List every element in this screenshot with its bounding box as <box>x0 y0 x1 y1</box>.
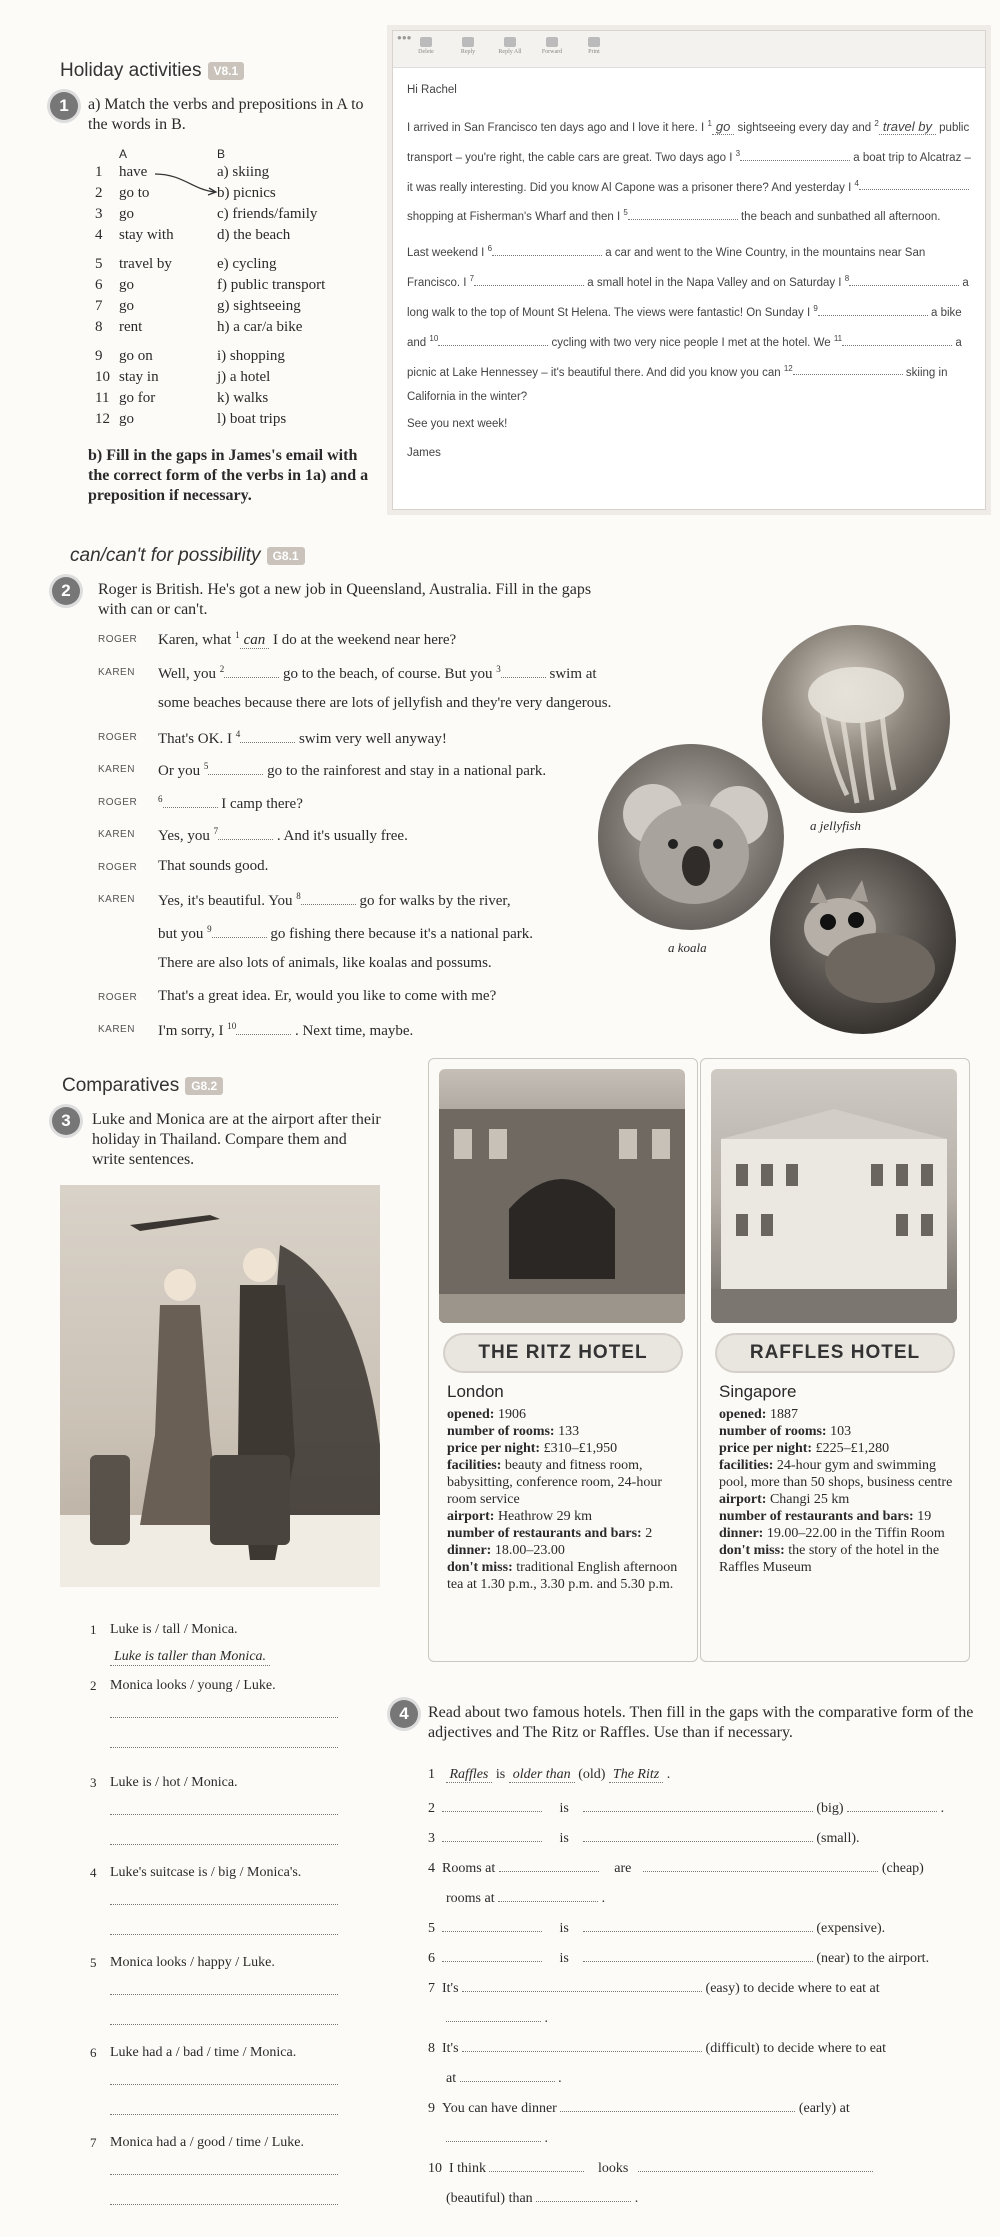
ex4-gap-4b[interactable] <box>643 1857 878 1872</box>
dialogue-text: go to the rainforest and stay in a national park. <box>263 763 547 779</box>
email-answer[interactable]: travel by <box>879 119 936 135</box>
exercise-number-3: 3 <box>52 1107 80 1135</box>
hotel-fact: don't miss: the story of the hotel in the Raffles Museum <box>719 1543 940 1575</box>
email-signature: James <box>407 447 441 460</box>
hotel-fact: number of restaurants and bars: 19 <box>719 1509 932 1524</box>
ex4-row-9b: . <box>446 2127 548 2147</box>
hotel-city: Singapore <box>719 1382 797 1401</box>
gap-number: 3 <box>496 663 501 674</box>
dialogue-text: I camp there? <box>217 795 303 812</box>
speaker-label: ROGER <box>98 731 138 743</box>
email-text: a car and went to the Wine Country, in the mountains near San Francisco. I <box>407 247 926 289</box>
ex4-row-6: 6 is (near) to the airport. <box>428 1947 929 1967</box>
gap-number: 5 <box>203 761 209 771</box>
ex4-gap-3b[interactable] <box>583 1827 813 1842</box>
instruction-1a: a) Match the verbs and prepositions in A to the words in B. <box>88 96 364 133</box>
gap-number: 6 <box>487 244 493 254</box>
dialogue-text: go fishing there because it's a national park. <box>266 925 534 942</box>
dialogue-text: I'm sorry, I <box>158 1023 228 1039</box>
tag-g81: G8.1 <box>267 547 305 565</box>
dialogue-text: Or you <box>158 763 204 779</box>
email-answer[interactable]: go <box>712 119 734 135</box>
ex4-answer-1a[interactable]: Raffles <box>446 1767 493 1783</box>
reply-button[interactable]: Reply <box>447 37 489 55</box>
gap-number: 1 <box>235 630 240 640</box>
dialogue-text: swim at <box>545 665 597 682</box>
ex4-row-8b: at . <box>446 2067 562 2087</box>
gap-number: 4 <box>854 178 859 188</box>
dialogue-text: Yes, you <box>158 828 214 844</box>
dialogue-text: . And it's usually free. <box>273 828 408 844</box>
speaker-label: KAREN <box>98 1024 135 1035</box>
ex3-prompt: Luke is / tall / Monica. <box>110 1622 238 1637</box>
section-title-can: can/can't for possibility G8.1 <box>70 545 305 567</box>
section-title-comparatives: Comparatives G8.2 <box>62 1075 223 1097</box>
ex3-number: 6 <box>90 2045 97 2060</box>
ex4-gap-10c[interactable] <box>536 2187 631 2202</box>
window-controls[interactable]: ●●● <box>397 33 412 42</box>
ex4-gap-4a[interactable] <box>499 1857 599 1872</box>
ex4-row-10b: (beautiful) than . <box>446 2187 638 2207</box>
hotel-fact: number of rooms: 133 <box>447 1424 580 1439</box>
reply-all-button[interactable]: Reply All <box>489 37 531 55</box>
print-button[interactable]: Print <box>573 37 615 55</box>
ex3-prompt: Luke had a / bad / time / Monica. <box>110 2045 297 2060</box>
ex3-number: 3 <box>90 1775 97 1790</box>
delete-button[interactable]: Delete <box>405 37 447 55</box>
ex4-row-3: 3 is (small). <box>428 1827 860 1847</box>
email-text: cycling with two very nice people I met at the hotel. We <box>548 336 834 349</box>
ex4-row-7b: . <box>446 2007 548 2027</box>
ex4-gap-9a[interactable] <box>560 2097 795 2112</box>
speaker-label: ROGER <box>98 634 138 645</box>
hotel-fact: facilities: beauty and fitness room, babysitting, conference room, 24-hour room service <box>447 1458 662 1507</box>
email-text: Last weekend I <box>407 247 488 260</box>
ex4-row-8: 8 It's (difficult) to decide where to eat <box>428 2037 886 2057</box>
koala-caption: a koala <box>668 940 707 955</box>
ex3-number: 4 <box>90 1865 97 1880</box>
ex4-gap-2b[interactable] <box>583 1797 813 1812</box>
email-text: a small hotel in the Napa Valley and on Saturday I <box>584 276 845 289</box>
ex4-gap-7b[interactable] <box>446 2007 541 2022</box>
ex4-gap-2c[interactable] <box>847 1797 937 1812</box>
gap-number: 10 <box>429 333 439 343</box>
ex3-prompt: Monica looks / happy / Luke. <box>110 1955 275 1970</box>
speaker-label: KAREN <box>98 829 135 840</box>
ex4-gap-4c[interactable] <box>498 1887 598 1902</box>
ex4-gap-10b[interactable] <box>638 2157 873 2172</box>
ex4-row-2: 2 is (big) . <box>428 1797 944 1817</box>
email-text: a boat trip to Alcatraz – it was really interesting. Did you know Al Capone was a prisoner there? And yesterday I <box>407 151 971 194</box>
ex4-gap-5a[interactable] <box>442 1917 542 1932</box>
instruction-4: Read about two famous hotels. Then fill in the gaps with the comparative form of the adjectives and The Ritz or Raffles. Use than if necessary. <box>428 1704 974 1741</box>
raffles-name: RAFFLES HOTEL <box>717 1335 953 1371</box>
ex4-row-4: 4 Rooms at are (cheap) <box>428 1857 924 1877</box>
ex4-row-9: 9 You can have dinner (early) at <box>428 2097 850 2117</box>
ex4-answer-1c[interactable]: The Ritz <box>609 1767 663 1783</box>
jellyfish-caption: a jellyfish <box>810 818 861 833</box>
email-text: public transport – you're right, the cable cars are great. Two days ago I <box>407 121 970 164</box>
ex4-row-5: 5 is (expensive). <box>428 1917 885 1937</box>
ex4-gap-5b[interactable] <box>583 1917 813 1932</box>
ex3-number: 5 <box>90 1955 97 1970</box>
ex4-gap-3a[interactable] <box>442 1827 542 1842</box>
email-text: shopping at Fisherman's Wharf and then I <box>407 211 624 224</box>
dialogue-text: but you <box>158 925 208 942</box>
email-text: the beach and sunbathed all afternoon. <box>737 211 941 224</box>
dialogue-text: some beaches because there are lots of jellyfish and they're very dangerous. <box>158 695 612 711</box>
hotel-fact: dinner: 19.00–22.00 in the Tiffin Room <box>719 1526 945 1541</box>
dialogue-text: . Next time, maybe. <box>291 1023 414 1039</box>
exercise-number-1: 1 <box>50 92 78 120</box>
hotel-fact: price per night: £225–£1,280 <box>719 1441 890 1456</box>
ex3-number: 2 <box>90 1678 97 1693</box>
gap-number: 3 <box>735 148 741 158</box>
gap-number: 10 <box>227 1021 237 1031</box>
gap-number: 2 <box>219 663 225 674</box>
hotel-fact: opened: 1906 <box>447 1407 526 1422</box>
email-text: sightseeing every day and <box>734 121 875 134</box>
col-b-header: B <box>217 147 226 161</box>
gap-number: 8 <box>296 891 301 901</box>
hotel-fact: number of rooms: 103 <box>719 1424 852 1439</box>
speaker-label: ROGER <box>98 991 138 1003</box>
email-text: a bike and <box>407 306 962 349</box>
dialogue-text: That sounds good. <box>158 857 269 874</box>
ex4-gap-2a[interactable] <box>442 1797 542 1812</box>
hotel-fact: don't miss: traditional English afternoon tea at 1.30 p.m., 3.30 p.m. and 5.30 p.m. <box>447 1560 678 1592</box>
email-text: skiing in California in the winter? <box>407 366 948 404</box>
gap-number: 12 <box>783 363 793 373</box>
hotel-fact: number of restaurants and bars: 2 <box>447 1526 653 1541</box>
speaker-label: ROGER <box>98 796 138 808</box>
gap-number: 6 <box>158 793 163 804</box>
gap-number: 4 <box>235 728 241 739</box>
dialogue-text: Yes, it's beautiful. You <box>158 893 297 909</box>
tag-g82: G8.2 <box>185 1077 223 1095</box>
hotel-fact: opened: 1887 <box>719 1407 798 1422</box>
ritz-name: THE RITZ HOTEL <box>445 1335 681 1371</box>
speaker-label: KAREN <box>98 666 135 678</box>
ex3-number: 1 <box>90 1622 97 1637</box>
ex4-answer-1b[interactable]: older than <box>509 1767 575 1783</box>
ex4-gap-8a[interactable] <box>462 2037 702 2052</box>
gap-number: 11 <box>833 333 843 343</box>
dialogue-text: I do at the weekend near here? <box>269 632 457 648</box>
ex4-row-10: 10 I think looks <box>428 2157 873 2177</box>
email-greeting: Hi Rachel <box>407 84 457 96</box>
instruction-2: Roger is British. He's got a new job in Queensland, Australia. Fill in the gaps with can or can't. <box>98 581 592 618</box>
ex4-gap-10a[interactable] <box>489 2157 584 2172</box>
gap-number: 8 <box>844 274 850 284</box>
gap-number: 9 <box>813 303 818 313</box>
tag-v81: V8.1 <box>208 62 245 80</box>
dialogue-text: Well, you <box>158 665 220 682</box>
dialogue-text: That's a great idea. Er, would you like to come with me? <box>158 987 497 1004</box>
dialogue-text: swim very well anyway! <box>295 730 447 747</box>
gap-number: 1 <box>707 119 712 128</box>
ex4-gap-6a[interactable] <box>442 1947 542 1962</box>
dialogue-text: go to the beach, of course. But you <box>279 665 497 682</box>
ex3-prompt: Monica looks / young / Luke. <box>110 1678 276 1693</box>
dialogue-answer[interactable]: can <box>240 632 270 649</box>
gap-number: 2 <box>874 119 879 128</box>
instruction-3: Luke and Monica are at the airport after their holiday in Thailand. Compare them and write sentences. <box>92 1111 381 1168</box>
ex3-answer[interactable]: Luke is taller than Monica. <box>110 1649 270 1666</box>
hotel-fact: airport: Heathrow 29 km <box>447 1509 593 1524</box>
speaker-label: KAREN <box>98 894 135 905</box>
ex3-number: 7 <box>90 2135 97 2150</box>
col-a-header: A <box>119 147 128 161</box>
dialogue-text: Karen, what <box>158 632 236 648</box>
gap-number: 9 <box>207 923 212 934</box>
ex4-row-4b: rooms at . <box>446 1887 605 1907</box>
forward-button[interactable]: Forward <box>531 37 573 55</box>
email-text: a picnic at Lake Hennessey – it's beautiful there. And did you know you can <box>407 336 962 379</box>
dialogue-text: go for walks by the river, <box>355 893 511 909</box>
ex3-prompt: Luke is / hot / Monica. <box>110 1775 238 1790</box>
gap-number: 7 <box>213 826 219 836</box>
email-text: a long walk to the top of Mount St Helena. The views were fantastic! On Sunday I <box>407 276 969 319</box>
email-closing: See you next week! <box>407 418 508 431</box>
section-title-holiday: Holiday activities V8.1 <box>60 60 244 82</box>
ex4-row-1: 1 Raffles is older than (old) The Ritz . <box>428 1767 671 1782</box>
speaker-label: KAREN <box>98 764 135 775</box>
ex4-gap-6b[interactable] <box>583 1947 813 1962</box>
hotel-fact: airport: Changi 25 km <box>719 1492 850 1507</box>
gap-number: 7 <box>469 274 475 284</box>
hotel-fact: dinner: 18.00–23.00 <box>447 1543 565 1558</box>
hotel-fact: facilities: 24-hour gym and swimming pool, more than 50 shops, business centre <box>719 1458 953 1490</box>
ex4-gap-9b[interactable] <box>446 2127 541 2142</box>
hotel-city: London <box>447 1382 504 1401</box>
ex4-row-7: 7 It's (easy) to decide where to eat at <box>428 1977 880 1997</box>
speaker-label: ROGER <box>98 861 138 873</box>
exercise-number-4: 4 <box>390 1700 418 1728</box>
ex3-prompt: Monica had a / good / time / Luke. <box>110 2135 305 2150</box>
dialogue-text: That's OK. I <box>158 730 236 747</box>
dialogue-text: There are also lots of animals, like koalas and possums. <box>158 955 492 971</box>
exercise-number-2: 2 <box>52 577 80 605</box>
gap-number: 5 <box>623 208 628 218</box>
ex3-prompt: Luke's suitcase is / big / Monica's. <box>110 1865 302 1880</box>
email-text: I arrived in San Francisco ten days ago and I love it here. I <box>407 121 708 134</box>
ex4-gap-7a[interactable] <box>462 1977 702 1992</box>
ex4-gap-8b[interactable] <box>460 2067 555 2082</box>
hotel-fact: price per night: £310–£1,950 <box>447 1441 618 1456</box>
instruction-1b: b) Fill in the gaps in James's email with the correct form of the verbs in 1a) and a preposition if necessary. <box>88 447 369 504</box>
